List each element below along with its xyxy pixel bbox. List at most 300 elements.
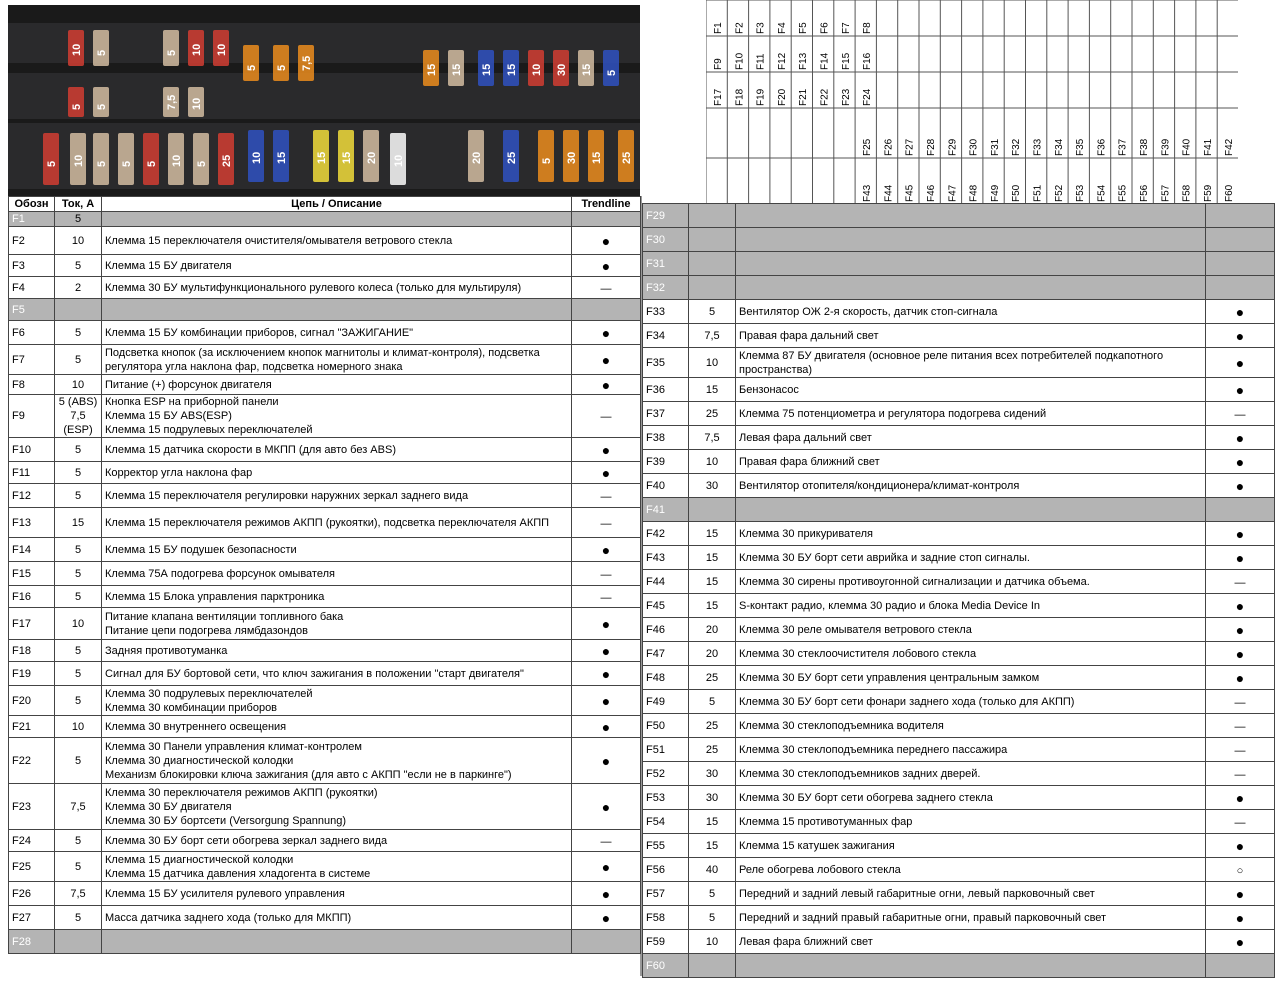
fuse-id-cell: F54	[643, 810, 689, 834]
fuse-table-left	[8, 196, 641, 954]
svg-text:15: 15	[276, 151, 288, 164]
svg-text:10: 10	[71, 43, 83, 56]
fuse-id-cell: F30	[643, 228, 689, 252]
fuse-slot-label: F18	[734, 88, 746, 106]
fuse-icon	[553, 50, 569, 86]
fuse-slot-label: F9	[713, 58, 724, 70]
fuse-desc-cell: Левая фара дальний свет	[736, 426, 1206, 450]
fuse-desc-cell: Клемма 30 БУ борт сети аврийка и задние стоп сигналы.	[736, 546, 1206, 570]
filled-dot-icon: ●	[1235, 525, 1245, 542]
fuse-desc-cell: Клемма 30 прикуривателя	[736, 522, 1206, 546]
trendline-status-cell	[1206, 546, 1275, 570]
table-row	[643, 378, 1275, 402]
fuse-slot-label: F51	[1032, 184, 1044, 202]
fuse-desc-cell: Передний и задний правый габаритные огни, правый парковочный свет	[736, 906, 1206, 930]
svg-text:7,5: 7,5	[166, 94, 178, 110]
fuse-amp-cell: 5	[55, 438, 102, 462]
filled-dot-icon: ●	[1235, 549, 1245, 566]
fuse-slot-label: F56	[1139, 184, 1150, 202]
table-row	[9, 538, 641, 562]
svg-text:5: 5	[146, 160, 158, 167]
table-row	[643, 498, 1275, 522]
filled-dot-icon: ●	[601, 798, 611, 815]
fuse-id-cell: F35	[643, 348, 689, 378]
fuse-icon	[70, 133, 86, 185]
trendline-status-cell	[572, 662, 641, 686]
filled-dot-icon: ●	[1235, 645, 1245, 662]
table-row	[9, 508, 641, 538]
dash-icon: —	[1234, 408, 1246, 421]
trendline-status-cell	[1206, 300, 1275, 324]
fuse-id-cell: F31	[643, 252, 689, 276]
fuse-desc-cell: Клемма 15 переключателя регулировки наружних зеркал заднего вида	[102, 484, 572, 508]
fuse-icon	[243, 45, 259, 81]
fuse-id-cell: F55	[643, 834, 689, 858]
fuse-amp-cell: 5 (ABS) 7,5 (ESP)	[55, 395, 102, 438]
fuse-slot-label: F60	[1224, 184, 1236, 202]
fuse-id-cell: F13	[9, 508, 55, 538]
svg-text:10: 10	[171, 154, 183, 167]
svg-text:5: 5	[121, 160, 133, 167]
svg-text:30: 30	[566, 151, 578, 164]
filled-dot-icon: ●	[601, 464, 611, 481]
filled-dot-icon: ●	[601, 642, 611, 659]
fuse-id-cell: F33	[643, 300, 689, 324]
fuse-slot-label: F11	[755, 53, 767, 70]
fuse-id-cell: F57	[643, 882, 689, 906]
fuse-id-cell: F10	[9, 438, 55, 462]
trendline-status-cell	[1206, 594, 1275, 618]
table-row	[9, 830, 641, 852]
fuse-id-cell: F17	[9, 608, 55, 640]
trendline-status-cell	[572, 299, 641, 321]
filled-dot-icon: ●	[1235, 303, 1245, 320]
table-row	[9, 608, 641, 640]
fuse-desc-cell	[736, 252, 1206, 276]
fuse-desc-cell: Клемма 30 реле омывателя ветрового стекла	[736, 618, 1206, 642]
fuse-layout-diagram	[706, 0, 1238, 205]
fuse-icon	[248, 130, 264, 182]
trendline-status-cell	[1206, 426, 1275, 450]
svg-text:5: 5	[46, 160, 58, 167]
fuse-amp-cell: 10	[689, 348, 736, 378]
dash-icon: —	[600, 490, 612, 503]
fuse-id-cell: F48	[643, 666, 689, 690]
fuse-amp-cell	[689, 954, 736, 978]
fuse-desc-cell: Питание клапана вентиляции топливного бака Питание цепи подогрева лямбдазондов	[102, 608, 572, 640]
trendline-status-cell	[1206, 204, 1275, 228]
fuse-id-cell: F4	[9, 277, 55, 299]
svg-text:5: 5	[276, 64, 288, 71]
fuse-desc-cell	[102, 212, 572, 227]
fuse-amp-cell	[689, 276, 736, 300]
fuse-desc-cell: Левая фара ближний свет	[736, 930, 1206, 954]
filled-dot-icon: ●	[601, 324, 611, 341]
table-row	[9, 662, 641, 686]
table-row	[643, 324, 1275, 348]
fuse-slot-label: F27	[904, 138, 916, 156]
fuse-icon	[118, 133, 134, 185]
filled-dot-icon: ●	[601, 752, 611, 769]
fuse-id-cell: F43	[643, 546, 689, 570]
fuse-desc-cell: Клемма 30 БУ борт сети фонари заднего хода (только для АКПП)	[736, 690, 1206, 714]
trendline-status-cell	[1206, 786, 1275, 810]
trendline-status-cell	[1206, 906, 1275, 930]
fuse-id-cell: F26	[9, 882, 55, 906]
filled-dot-icon: ●	[601, 257, 611, 274]
fuse-desc-cell: Клемма 15 диагностической колодки Клемма 15 датчика давления хладогента в системе	[102, 852, 572, 882]
fuse-id-cell: F7	[9, 345, 55, 375]
table-row	[643, 954, 1275, 978]
trendline-status-cell	[572, 438, 641, 462]
fuse-desc-cell	[736, 204, 1206, 228]
fuse-desc-cell: Клемма 15 БУ подушек безопасности	[102, 538, 572, 562]
fuse-desc-cell: S-контакт радио, клемма 30 радио и блока Media Device In	[736, 594, 1206, 618]
fuse-desc-cell: Клемма 30 Панели управления климат-контролем Клемма 30 диагностической колодки Механизм блокировки ключа зажигания (для авто с АКПП "если не в паркинге")	[102, 738, 572, 784]
table-row	[643, 738, 1275, 762]
table-row	[643, 426, 1275, 450]
fuse-icon	[563, 130, 579, 182]
fuse-id-cell: F32	[643, 276, 689, 300]
fuse-slot-label: F54	[1096, 184, 1108, 202]
fuse-icon	[503, 130, 519, 182]
table-row	[643, 204, 1275, 228]
fuse-id-cell: F14	[9, 538, 55, 562]
trendline-status-cell	[1206, 810, 1275, 834]
fuse-slot-label: F26	[883, 138, 895, 156]
header-trend: Trendline	[572, 197, 641, 212]
fuse-amp-cell: 10	[55, 716, 102, 738]
fuse-id-cell: F36	[643, 378, 689, 402]
fuse-desc-cell: Реле обогрева лобового стекла	[736, 858, 1206, 882]
svg-text:10: 10	[393, 154, 405, 167]
fuse-id-cell: F23	[9, 784, 55, 830]
filled-dot-icon: ●	[1235, 909, 1245, 926]
fuse-amp-cell: 5	[55, 562, 102, 586]
fuse-icon	[68, 87, 84, 117]
trendline-status-cell	[1206, 882, 1275, 906]
fuse-amp-cell: 5	[689, 906, 736, 930]
fuse-id-cell: F27	[9, 906, 55, 930]
trendline-status-cell	[1206, 228, 1275, 252]
trendline-status-cell	[572, 738, 641, 784]
fuse-amp-cell: 5	[55, 662, 102, 686]
fuse-desc-cell	[736, 228, 1206, 252]
trendline-status-cell	[572, 538, 641, 562]
svg-text:10: 10	[191, 97, 203, 110]
table-row	[643, 714, 1275, 738]
dash-icon: —	[1234, 696, 1246, 709]
table-row	[643, 522, 1275, 546]
fuse-id-cell: F20	[9, 686, 55, 716]
filled-dot-icon: ●	[601, 615, 611, 632]
trendline-status-cell	[1206, 570, 1275, 594]
fuse-desc-cell: Клемма 15 переключателя режимов АКПП (рукоятки), подсветка переключателя АКПП	[102, 508, 572, 538]
fuse-slot-label: F52	[1053, 184, 1065, 202]
filled-dot-icon: ●	[1235, 669, 1245, 686]
table-row	[9, 882, 641, 906]
fuse-id-cell: F19	[9, 662, 55, 686]
fuse-id-cell: F56	[643, 858, 689, 882]
fuse-desc-cell: Вентилятор отопителя/кондиционера/климат-контроля	[736, 474, 1206, 498]
filled-dot-icon: ●	[1235, 885, 1245, 902]
fuse-id-cell: F2	[9, 227, 55, 255]
fuse-slot-label: F33	[1032, 138, 1044, 156]
table-row	[643, 252, 1275, 276]
trendline-status-cell	[1206, 378, 1275, 402]
fuse-slot-label: F16	[862, 52, 874, 70]
fuse-slot-label: F53	[1075, 184, 1087, 202]
svg-text:5: 5	[96, 49, 108, 56]
fuse-icon	[93, 87, 109, 117]
svg-text:10: 10	[251, 151, 263, 164]
fuse-slot-label: F39	[1160, 138, 1172, 156]
table-row	[9, 852, 641, 882]
fuse-desc-cell: Клемма 15 переключателя очистителя/омывателя ветрового стекла	[102, 227, 572, 255]
table-row	[643, 228, 1275, 252]
fuse-slot-label: F57	[1160, 184, 1172, 202]
fuse-id-cell: F60	[643, 954, 689, 978]
fuse-desc-cell: Клемма 75 потенциометра и регулятора подогрева сидений	[736, 402, 1206, 426]
fuse-amp-cell: 25	[689, 402, 736, 426]
trendline-status-cell	[572, 345, 641, 375]
fuse-amp-cell: 2	[55, 277, 102, 299]
fuse-slot-label: F1	[713, 22, 724, 34]
table-row	[9, 375, 641, 395]
filled-dot-icon: ●	[1235, 354, 1245, 371]
fuse-icon	[478, 50, 494, 86]
filled-dot-icon: ●	[601, 232, 611, 249]
fuse-id-cell: F29	[643, 204, 689, 228]
filled-dot-icon: ●	[1235, 789, 1245, 806]
fuse-amp-cell: 5	[689, 300, 736, 324]
trendline-status-cell	[1206, 954, 1275, 978]
fuse-id-cell: F3	[9, 255, 55, 277]
table-row	[9, 784, 641, 830]
fuse-slot-label: F48	[968, 184, 980, 202]
fuse-id-cell: F18	[9, 640, 55, 662]
filled-dot-icon: ●	[601, 376, 611, 393]
svg-text:20: 20	[366, 151, 378, 164]
fuse-icon	[363, 130, 379, 182]
table-row	[643, 690, 1275, 714]
trendline-status-cell	[1206, 666, 1275, 690]
fuse-amp-cell: 10	[689, 930, 736, 954]
fuse-amp-cell: 25	[689, 738, 736, 762]
table-row	[643, 300, 1275, 324]
fuse-table-right	[642, 203, 1275, 978]
fuse-id-cell: F59	[643, 930, 689, 954]
header-id: Обозн	[9, 197, 55, 212]
fuse-icon	[213, 30, 229, 66]
table-row	[9, 299, 641, 321]
table-row	[9, 686, 641, 716]
fuse-amp-cell: 5	[55, 640, 102, 662]
table-row	[9, 321, 641, 345]
svg-text:10: 10	[531, 63, 543, 76]
svg-text:15: 15	[341, 151, 353, 164]
fuse-id-cell: F58	[643, 906, 689, 930]
svg-text:25: 25	[221, 154, 233, 167]
table-row	[643, 834, 1275, 858]
fuse-id-cell: F11	[9, 462, 55, 484]
fuse-desc-cell: Масса датчика заднего хода (только для МКПП)	[102, 906, 572, 930]
trendline-status-cell	[572, 716, 641, 738]
fuse-desc-cell: Клемма 30 сирены противоугонной сигнализации и датчика объема.	[736, 570, 1206, 594]
fuse-icon	[188, 87, 204, 117]
svg-text:30: 30	[556, 63, 568, 76]
svg-text:10: 10	[73, 154, 85, 167]
fuse-desc-cell: Клемма 30 стеклоподъемника водителя	[736, 714, 1206, 738]
svg-text:20: 20	[471, 151, 483, 164]
table-row	[9, 906, 641, 930]
trendline-status-cell	[1206, 930, 1275, 954]
trendline-status-cell	[1206, 276, 1275, 300]
fuse-slot-label: F34	[1053, 138, 1065, 156]
table-row	[643, 858, 1275, 882]
fuse-amp-cell: 5	[55, 686, 102, 716]
filled-dot-icon: ●	[1235, 621, 1245, 638]
trendline-status-cell	[1206, 714, 1275, 738]
fuse-slot-label: F49	[989, 184, 1001, 202]
svg-text:15: 15	[316, 151, 328, 164]
fuse-desc-cell: Клемма 15 противотуманных фар	[736, 810, 1206, 834]
fuse-slot-label: F12	[776, 52, 788, 70]
fuse-slot-label: F32	[1011, 138, 1023, 156]
svg-text:5: 5	[166, 49, 178, 56]
table-row	[643, 450, 1275, 474]
fuse-slot-label: F7	[840, 22, 852, 34]
trendline-status-cell	[572, 686, 641, 716]
trendline-status-cell	[572, 906, 641, 930]
fuse-amp-cell: 15	[689, 570, 736, 594]
fuse-id-cell: F21	[9, 716, 55, 738]
table-row	[9, 484, 641, 508]
filled-dot-icon: ●	[601, 541, 611, 558]
fuse-amp-cell: 5	[55, 484, 102, 508]
fuse-amp-cell: 20	[689, 642, 736, 666]
fuse-icon	[618, 130, 634, 182]
fuse-amp-cell: 15	[689, 522, 736, 546]
table-row	[643, 642, 1275, 666]
fuse-icon	[43, 133, 59, 185]
fuse-amp-cell: 10	[55, 227, 102, 255]
fuse-amp-cell: 10	[55, 608, 102, 640]
fuse-icon	[468, 130, 484, 182]
trendline-status-cell	[572, 930, 641, 954]
table-row	[9, 227, 641, 255]
fuse-amp-cell: 7,5	[689, 426, 736, 450]
fuse-id-cell: F9	[9, 395, 55, 438]
trendline-status-cell	[572, 227, 641, 255]
fuse-slot-label: F25	[862, 138, 874, 156]
svg-text:5: 5	[541, 157, 553, 164]
fuse-amp-cell: 5	[689, 690, 736, 714]
svg-text:15: 15	[506, 63, 518, 76]
trendline-status-cell	[572, 508, 641, 538]
table-row	[643, 546, 1275, 570]
trendline-status-cell	[1206, 618, 1275, 642]
fuse-desc-cell: Клемма 30 подрулевых переключателей Клемма 30 комбинации приборов	[102, 686, 572, 716]
svg-text:10: 10	[216, 43, 228, 56]
fuse-amp-cell: 25	[689, 666, 736, 690]
trendline-status-cell	[1206, 834, 1275, 858]
fuse-desc-cell: Клемма 30 БУ борт сети управления центральным замком	[736, 666, 1206, 690]
fuse-id-cell: F16	[9, 586, 55, 608]
header-desc: Цепь / Описание	[102, 197, 572, 212]
table-header-row	[9, 197, 641, 212]
filled-dot-icon: ●	[1235, 381, 1245, 398]
fuse-slot-label: F55	[1117, 184, 1129, 202]
dash-icon: —	[600, 835, 612, 848]
fuse-icon	[390, 133, 406, 185]
fuse-slot-label: F13	[798, 52, 810, 70]
fuse-id-cell: F15	[9, 562, 55, 586]
fuse-slot-label: F24	[862, 88, 874, 106]
trendline-status-cell	[572, 212, 641, 227]
fuse-amp-cell: 10	[55, 375, 102, 395]
fuse-slot-label: F41	[1202, 138, 1214, 156]
fuse-amp-cell: 5	[55, 212, 102, 227]
trendline-status-cell	[572, 784, 641, 830]
fuse-desc-cell	[736, 276, 1206, 300]
fuse-slot-label: F42	[1224, 138, 1236, 156]
fuse-slot-label: F47	[947, 184, 959, 202]
fuse-desc-cell: Корректор угла наклона фар	[102, 462, 572, 484]
fuse-amp-cell: 5	[689, 882, 736, 906]
fuse-icon	[193, 133, 209, 185]
fuse-desc-cell: Клемма 30 стеклоочистителя лобового стекла	[736, 642, 1206, 666]
fuse-desc-cell: Правая фара ближний свет	[736, 450, 1206, 474]
fuse-slot-label: F4	[776, 22, 788, 34]
filled-dot-icon: ●	[601, 441, 611, 458]
fuse-slot-label: F21	[798, 88, 810, 106]
fuse-desc-cell: Клемма 30 БУ мультифункционального рулевого колеса (только для мультируля)	[102, 277, 572, 299]
fuse-id-cell: F51	[643, 738, 689, 762]
fuse-icon	[163, 87, 179, 117]
table-row	[643, 882, 1275, 906]
table-row	[9, 395, 641, 438]
fuse-desc-cell: Клемма 15 БУ комбинации приборов, сигнал "ЗАЖИГАНИЕ"	[102, 321, 572, 345]
fuse-amp-cell: 30	[689, 762, 736, 786]
svg-text:25: 25	[506, 151, 518, 164]
table-row	[9, 438, 641, 462]
fuse-amp-cell: 15	[55, 508, 102, 538]
fuse-id-cell: F39	[643, 450, 689, 474]
fuse-amp-cell: 15	[689, 546, 736, 570]
table-row	[9, 586, 641, 608]
fuse-slot-label: F22	[819, 88, 831, 106]
filled-dot-icon: ●	[601, 909, 611, 926]
fuse-icon	[503, 50, 519, 86]
svg-text:15: 15	[426, 63, 438, 76]
svg-text:15: 15	[481, 63, 493, 76]
trendline-status-cell	[572, 562, 641, 586]
fuse-slot-label: F28	[926, 138, 937, 156]
svg-text:15: 15	[581, 63, 593, 76]
fuse-slot-label: F38	[1139, 138, 1150, 156]
fuse-slot-label: F2	[734, 22, 746, 34]
fuse-id-cell: F38	[643, 426, 689, 450]
trendline-status-cell	[572, 830, 641, 852]
fuse-slot-label: F8	[862, 22, 874, 34]
fuse-amp-cell: 5	[55, 586, 102, 608]
fuse-desc-cell: Передний и задний левый габаритные огни, левый парковочный свет	[736, 882, 1206, 906]
dash-icon: —	[1234, 720, 1246, 733]
fuse-desc-cell: Клемма 15 датчика скорости в МКПП (для авто без ABS)	[102, 438, 572, 462]
filled-dot-icon: ●	[601, 665, 611, 682]
fuse-slot-label: F17	[713, 88, 724, 106]
